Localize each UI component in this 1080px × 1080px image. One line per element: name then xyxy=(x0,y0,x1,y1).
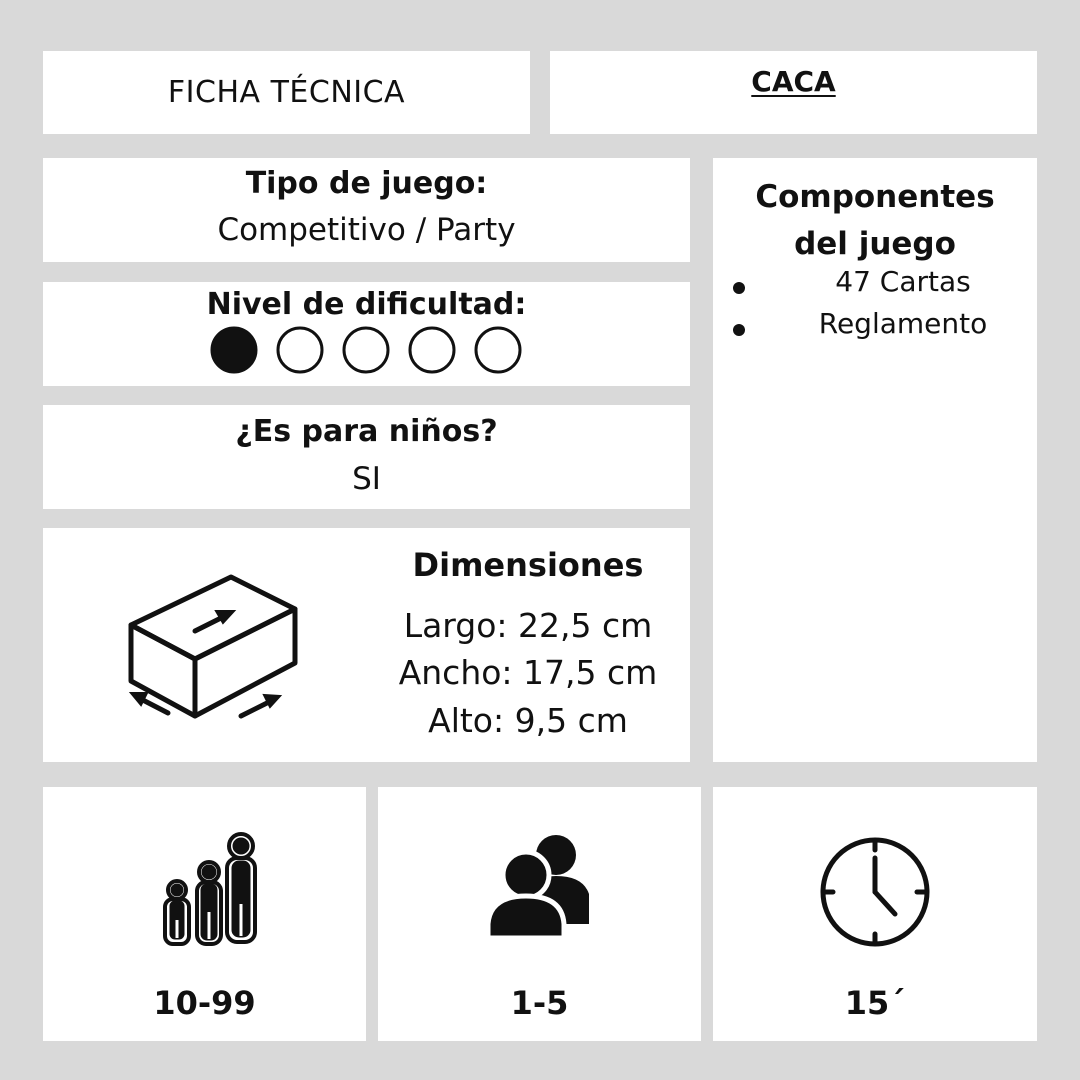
difficulty-dot-empty xyxy=(278,328,322,372)
game-type-label: Tipo de juego: xyxy=(245,166,488,201)
bullet-icon xyxy=(733,324,745,336)
game-type-value: Competitivo / Party xyxy=(217,212,516,248)
components-label-line1: Componentes xyxy=(755,179,995,215)
bullet-icon xyxy=(733,282,745,294)
components-card xyxy=(713,158,1037,762)
box-dimensions-icon xyxy=(123,573,303,733)
components-label-line2: del juego xyxy=(794,226,956,262)
age-value: 10-99 xyxy=(153,984,256,1022)
difficulty-dot-empty xyxy=(344,328,388,372)
family-age-icon xyxy=(145,832,265,952)
dimension-width: Ancho: 17,5 cm xyxy=(398,653,658,692)
age-card xyxy=(43,787,366,1041)
dimension-height: Alto: 9,5 cm xyxy=(428,701,628,740)
dimensions-label: Dimensiones xyxy=(412,546,644,584)
difficulty-card xyxy=(43,282,690,386)
sheet-title: FICHA TÉCNICA xyxy=(167,75,406,110)
difficulty-dot-empty xyxy=(476,328,520,372)
difficulty-rating xyxy=(209,325,529,375)
kids-value: SI xyxy=(352,461,381,497)
kids-label: ¿Es para niños? xyxy=(235,414,498,449)
clock-icon xyxy=(815,832,935,952)
game-type-card xyxy=(43,158,690,262)
difficulty-dot-empty xyxy=(410,328,454,372)
component-item: Reglamento xyxy=(818,307,988,340)
header-left-card xyxy=(43,51,530,134)
dimension-length: Largo: 22,5 cm xyxy=(403,606,653,645)
difficulty-label: Nivel de dificultad: xyxy=(206,287,527,322)
time-value: 15´ xyxy=(844,984,906,1022)
components-label xyxy=(713,174,1037,268)
header-right-card xyxy=(550,51,1037,134)
players-card xyxy=(378,787,701,1041)
list-item xyxy=(713,307,1037,364)
players-value: 1-5 xyxy=(510,984,569,1022)
kids-card xyxy=(43,405,690,509)
time-card xyxy=(713,787,1037,1041)
dimensions-card xyxy=(43,528,690,762)
difficulty-dot-filled xyxy=(212,328,256,372)
game-title: CACA xyxy=(751,65,836,98)
players-icon xyxy=(485,832,595,942)
component-item: 47 Cartas xyxy=(835,265,971,298)
